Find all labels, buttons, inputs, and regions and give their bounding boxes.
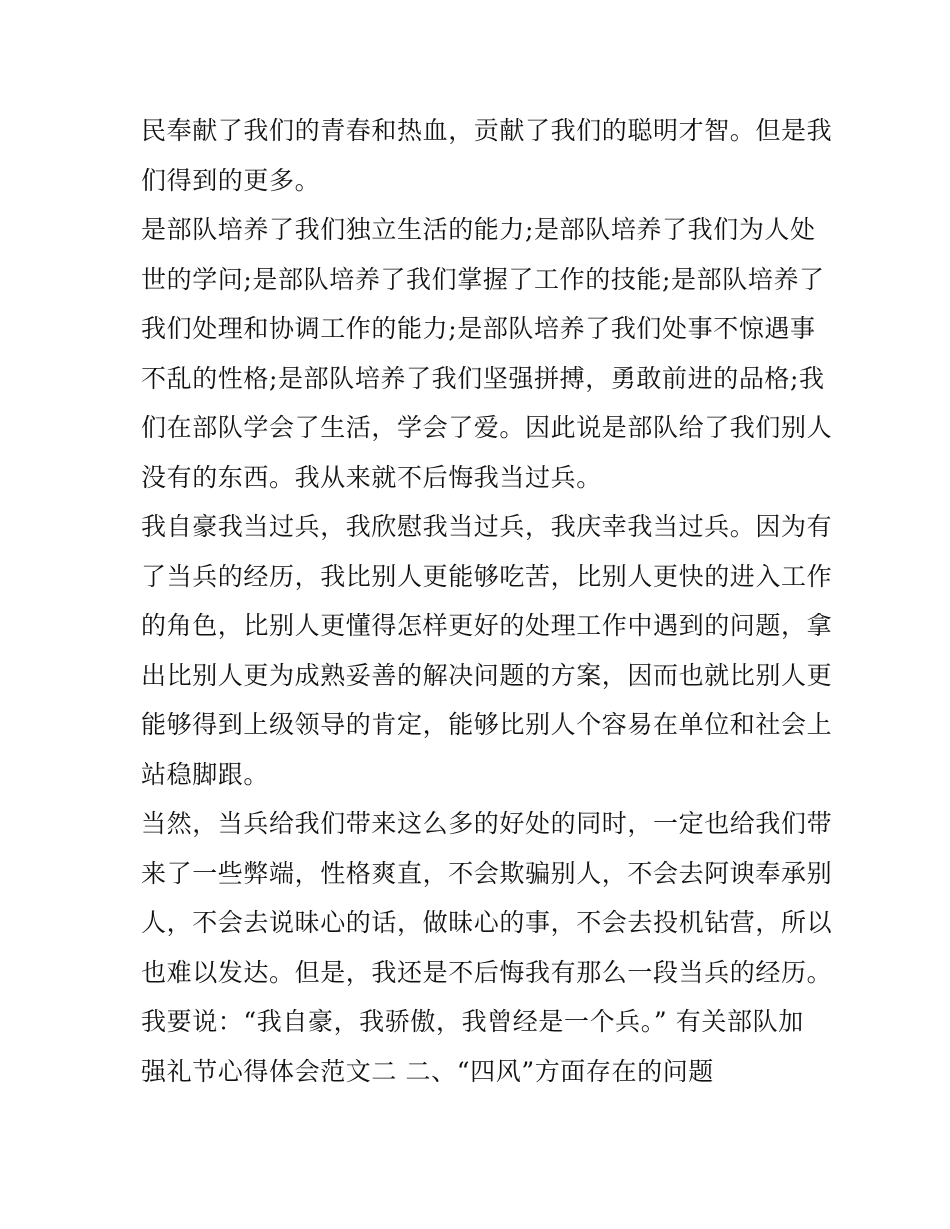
text-line: 我自豪我当过兵，我欣慰我当过兵，我庆幸我当过兵。因为有 [141, 512, 833, 541]
text-line: 我要说：“我自豪，我骄傲，我曾经是一个兵。” 有关部队加 [141, 1007, 804, 1036]
text-line: 强礼节心得体会范文二 二、“四风”方面存在的问题 [141, 1056, 714, 1086]
body-text [141, 106, 833, 1096]
text-line: 们得到的更多。 [141, 165, 321, 195]
text-line: 出比别人更为成熟妥善的解决问题的方案，因而也就比别人更 [141, 660, 833, 690]
text-line: 民奉献了我们的青春和热血，贡献了我们的聪明才智。但是我 [141, 116, 833, 145]
text-line: 不乱的性格;是部队培养了我们坚强拼搏，勇敢前进的品格;我 [141, 363, 825, 393]
text-line: 了当兵的经历，我比别人更能够吃苦，比别人更快的进入工作 [141, 561, 833, 591]
text-line: 我们处理和协调工作的能力;是部队培养了我们处事不惊遇事 [141, 314, 816, 343]
text-line: 是部队培养了我们独立生活的能力;是部队培养了我们为人处 [141, 215, 816, 244]
text-line: 的角色，比别人更懂得怎样更好的处理工作中遇到的问题，拿 [141, 611, 833, 640]
text-line: 站稳脚跟。 [141, 759, 270, 789]
text-line: 来了一些弊端，性格爽直，不会欺骗别人，不会去阿谀奉承别 [141, 858, 833, 888]
text-line: 世的学问;是部队培养了我们掌握了工作的技能;是部队培养了 [141, 264, 825, 294]
text-line: 没有的东西。我从来就不后悔我当过兵。 [141, 462, 602, 492]
text-line: 也难以发达。但是，我还是不后悔我有那么一段当兵的经历。 [141, 957, 833, 987]
text-line: 人，不会去说昧心的话，做昧心的事，不会去投机钻营，所以 [141, 908, 833, 937]
text-line: 们在部队学会了生活，学会了爱。因此说是部队给了我们别人 [141, 413, 833, 442]
text-line: 当然，当兵给我们带来这么多的好处的同时，一定也给我们带 [141, 809, 833, 838]
text-line: 能够得到上级领导的肯定，能够比别人个容易在单位和社会上 [141, 710, 833, 739]
